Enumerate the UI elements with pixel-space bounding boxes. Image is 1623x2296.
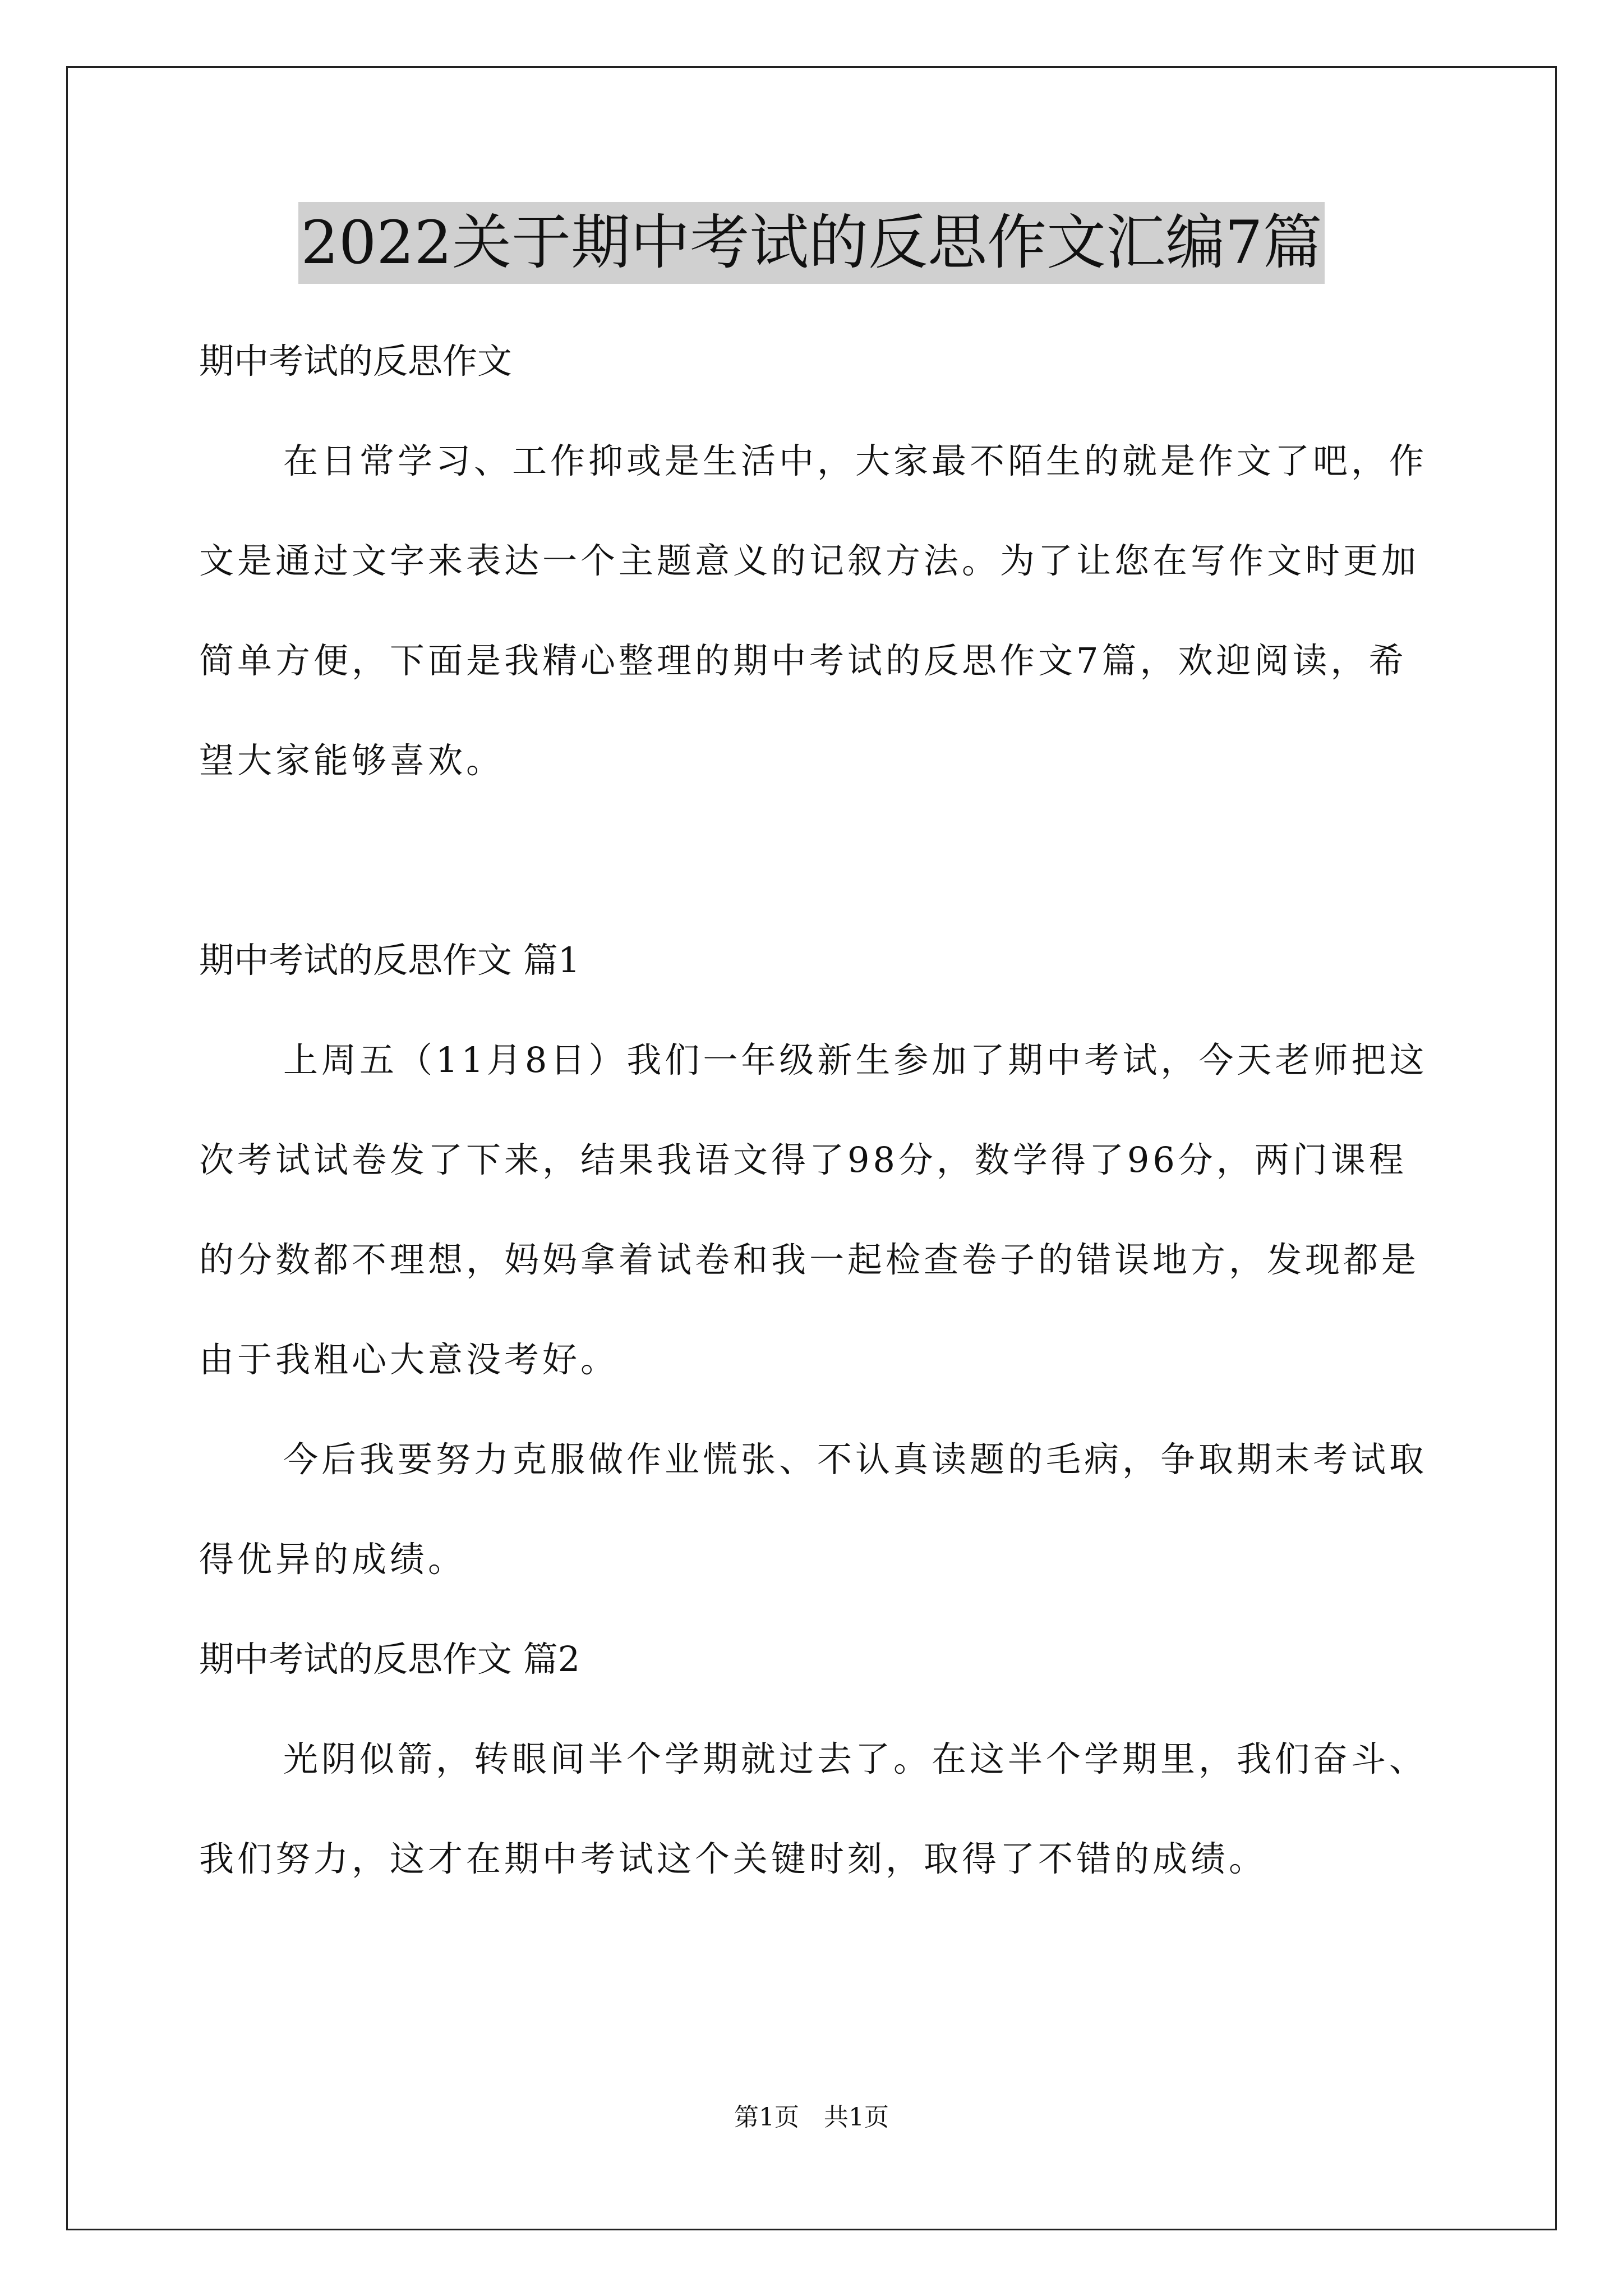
section-1-paragraph-1: 上周五（11月8日）我们一年级新生参加了期中考试，今天老师把这次考试试卷发了下来，结果我语文得了98分，数学得了96分，两门课程的分数都不理想，妈妈拿着试卷和我一起检查卷子的错误地方，发现都是由于我粗心大意没考好。 xyxy=(199,1039,1428,1380)
section-1-paragraph-2: 今后我要努力克服做作业慌张、不认真读题的毛病，争取期末考试取得优异的成绩。 xyxy=(199,1439,1428,1580)
page-footer: 第1页 共1页 xyxy=(734,2103,889,2132)
document-body xyxy=(199,311,1433,1909)
intro-heading: 期中考试的反思作文 xyxy=(199,341,513,381)
section-2-paragraph-1: 光阴似箭，转眼间半个学期就过去了。在这半个学期里，我们奋斗、我们努力，这才在期中考试这个关键时刻，取得了不错的成绩。 xyxy=(199,1738,1428,1879)
document-title: 2022关于期中考试的反思作文汇编7篇 xyxy=(298,202,1324,284)
title-container xyxy=(0,202,1623,284)
intro-paragraph: 在日常学习、工作抑或是生活中，大家最不陌生的就是作文了吧，作文是通过文字来表达一个主题意义的记叙方法。为了让您在写作文时更加简单方便，下面是我精心整理的期中考试的反思作文7篇，欢迎阅读，希望大家能够喜欢。 xyxy=(199,440,1428,781)
section-1-heading: 期中考试的反思作文 篇1 xyxy=(199,940,580,981)
section-2-heading: 期中考试的反思作文 篇2 xyxy=(199,1639,580,1680)
blank-line xyxy=(199,811,1433,910)
